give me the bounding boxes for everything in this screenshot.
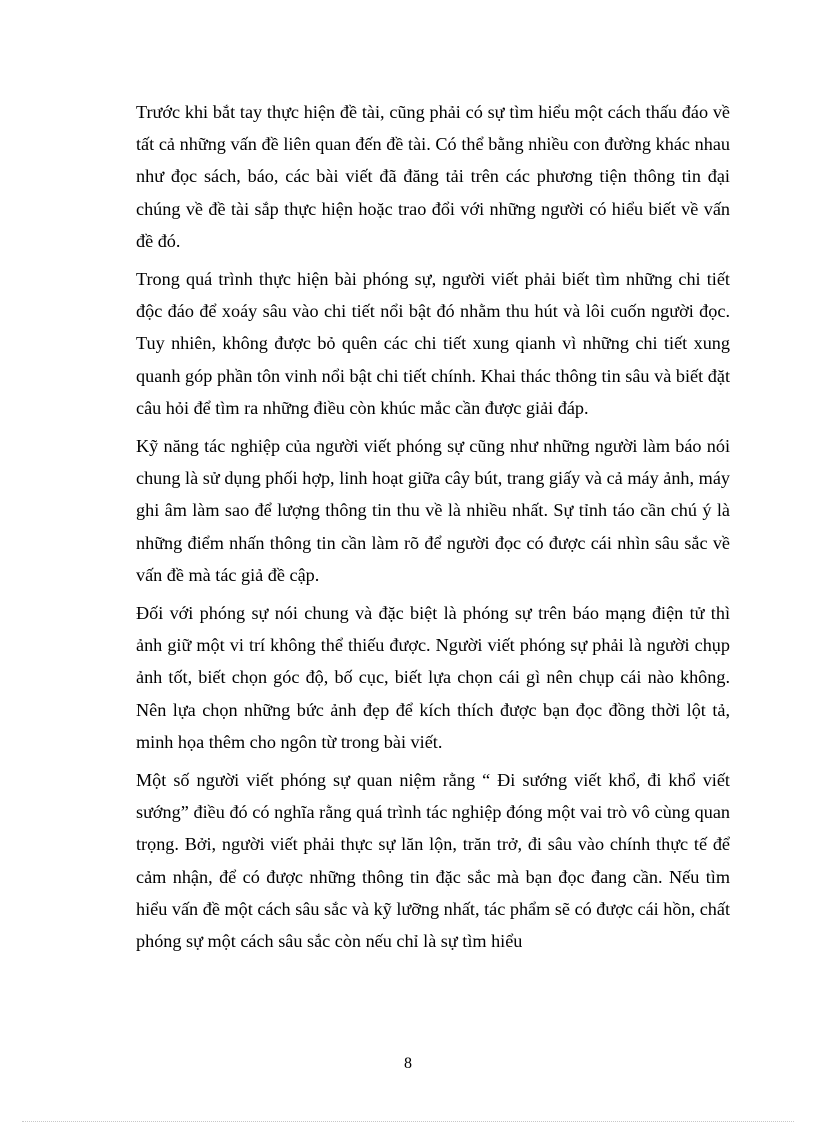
paragraph-fieldwork: Một số người viết phóng sự quan niệm rằng “ Đi sướng viết khổ, đi khổ viết sướng” điều đó có nghĩa rằng quá trình tác nghiệp đóng một vai trò vô cùng quan trọng. Bởi, người viết phải thực sự lăn lộn, trăn trở, đi sâu vào chính thực tế để cảm nhận, để có được những thông tin đặc sắc mà bạn đọc đang cần. Nếu tìm hiểu vấn đề một cách sâu sắc và kỹ lưỡng nhất, tác phẩm sẽ có được cái hồn, chất phóng sự một cách sâu sắc còn nếu chỉ là sự tìm hiểu — [136, 770, 730, 952]
page-number: 8 — [404, 1055, 412, 1072]
paragraph-details: Trong quá trình thực hiện bài phóng sự, người viết phải biết tìm những chi tiết độc đáo để xoáy sâu vào chi tiết nổi bật đó nhằm thu hút và lôi cuốn người đọc. Tuy nhiên, không được bỏ quên các chi tiết xung qianh vì những chi tiết xung quanh góp phần tôn vinh nổi bật chi tiết chính. Khai thác thông tin sâu và biết đặt câu hỏi để tìm ra những điều còn khúc mắc cần được giải đáp. — [136, 269, 730, 418]
page-body — [136, 96, 730, 963]
paragraph-research: Trước khi bắt tay thực hiện đề tài, cũng phải có sự tìm hiểu một cách thấu đáo về tất cả những vấn đề liên quan đến đề tài. Có thể bằng nhiều con đường khác nhau như đọc sách, báo, các bài viết đã đăng tải trên các phương tiện thông tin đại chúng về đề tài sắp thực hiện hoặc trao đổi với những người có hiểu biết về vấn đề đó. — [136, 102, 730, 251]
paragraph-photos: Đối với phóng sự nói chung và đặc biệt là phóng sự trên báo mạng điện tử thì ảnh giữ một vi trí không thể thiếu được. Người viết phóng sự phải là người chụp ảnh tốt, biết chọn góc độ, bố cục, biết lựa chọn cái gì nên chụp cái nào không. Nên lựa chọn những bức ảnh đẹp để kích thích được bạn đọc đồng thời lột tả, minh họa thêm cho ngôn từ trong bài viết. — [136, 603, 730, 752]
paragraph-skills: Kỹ năng tác nghiệp của người viết phóng sự cũng như những người làm báo nói chung là sử dụng phối hợp, linh hoạt giữa cây bút, trang giấy và cả máy ảnh, máy ghi âm làm sao để lượng thông tin thu về là nhiều nhất. Sự tỉnh táo cần chú ý là những điểm nhấn thông tin cần làm rõ để người đọc có được cái nhìn sâu sắc về vấn đề mà tác giả đề cập. — [136, 436, 730, 585]
page-bottom-divider — [22, 1121, 794, 1122]
